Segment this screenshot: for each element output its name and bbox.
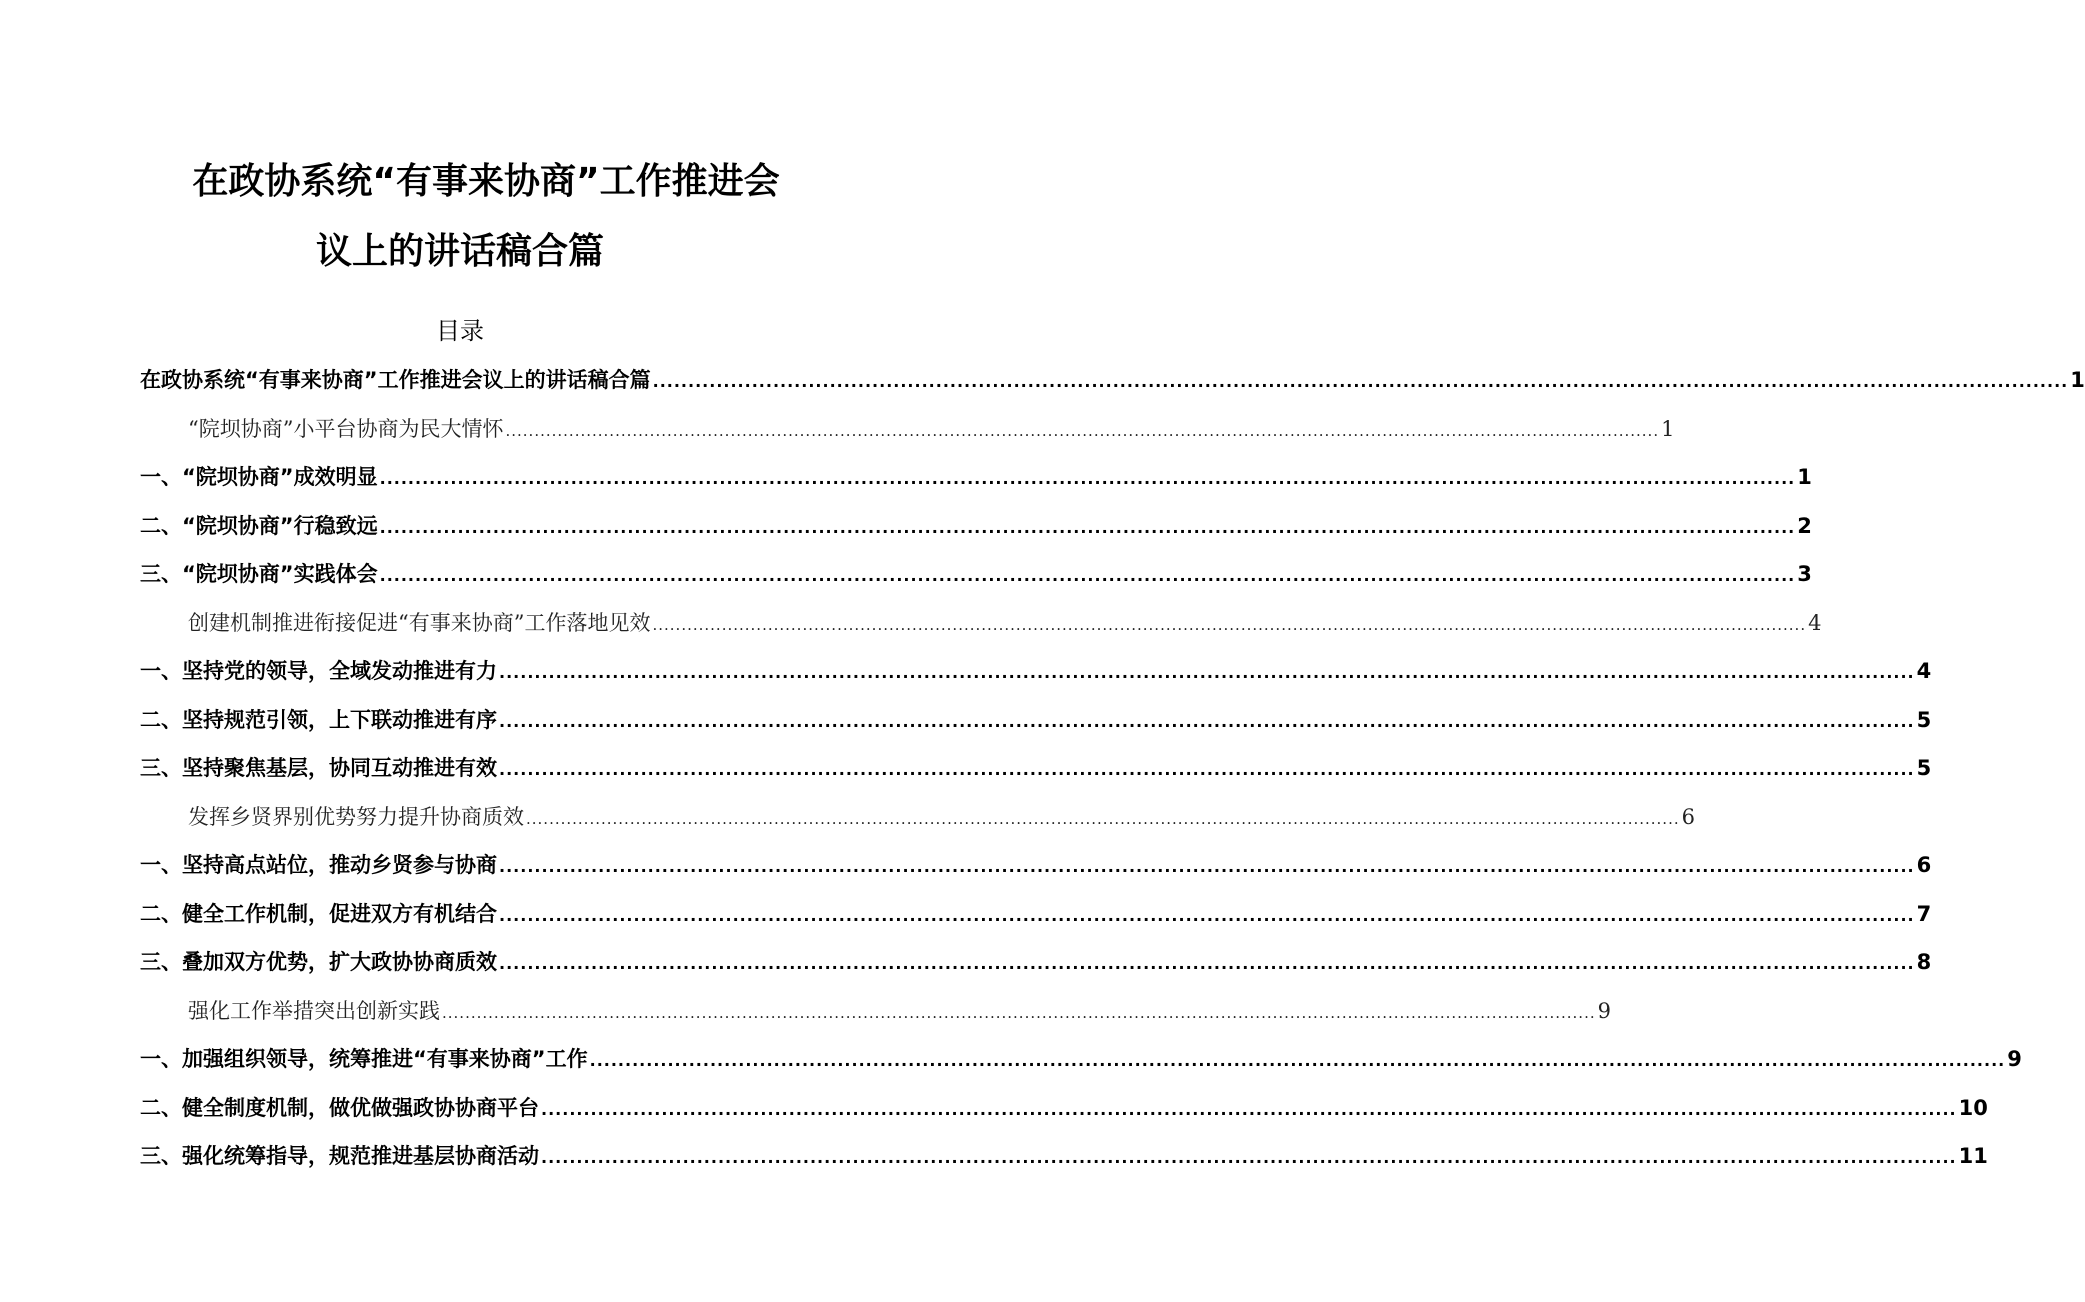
toc-entry-text: 二、健全制度机制，做优做强政协协商平台 <box>140 1095 539 1120</box>
toc-entry-text: 一、坚持高点站位，推动乡贤参与协商 <box>140 853 497 877</box>
toc-entry[interactable] <box>140 752 1932 801</box>
toc-entry-page: 11 <box>1958 1144 1988 1168</box>
toc-entry-page: 3 <box>1797 562 1812 586</box>
toc-leader-dots: ........................................................................................................................................................................................................ <box>589 1051 2006 1070</box>
toc-leader-dots: ........................................................................................................................................................................................................ <box>499 663 1915 682</box>
toc-entry-text: 一、坚持党的领导，全域发动推进有力 <box>140 659 497 683</box>
toc-entry[interactable] <box>140 704 1932 753</box>
toc-leader-dots: ........................................................................................................................................................................................................ <box>379 517 1796 537</box>
toc-entry[interactable] <box>140 655 1932 704</box>
toc-entry-text: 一、加强组织领导，统筹推进“有事来协商”工作 <box>140 1047 588 1071</box>
toc-leader-dots: ........................................................................................................................................................................................................ <box>652 615 1807 634</box>
toc-leader-dots: ........................................................................................................................................................................................................ <box>541 1099 1957 1119</box>
toc-entry-page: 5 <box>1916 707 1932 732</box>
toc-entry-text: 三、叠加双方优势，扩大政协协商质效 <box>140 950 497 974</box>
toc-leader-dots: ........................................................................................................................................................................................................ <box>499 954 1915 973</box>
toc-entry-page: 6 <box>1681 804 1695 829</box>
toc-entry[interactable] <box>140 801 1695 850</box>
toc-entry[interactable] <box>140 995 1611 1044</box>
toc-entry[interactable] <box>140 461 1812 510</box>
toc-entry-text: 三、“院坝协商”实践体会 <box>140 562 378 586</box>
toc-leader-dots: ........................................................................................................................................................................................................ <box>499 760 1915 779</box>
toc-entry-text: 三、强化统筹指导，规范推进基层协商活动 <box>140 1144 539 1168</box>
toc-entry-text: 强化工作举措突出创新实践 <box>188 998 440 1023</box>
toc-entry-text: 在政协系统“有事来协商”工作推进会议上的讲话稿合篇 <box>140 368 651 392</box>
toc-entry-page: 8 <box>1916 950 1932 974</box>
toc-entry-page: 7 <box>1916 901 1932 926</box>
toc-entry-text: “院坝协商”小平台协商为民大情怀 <box>188 416 504 441</box>
toc-heading: 目录 <box>436 317 484 345</box>
table-of-contents <box>140 364 2085 1189</box>
toc-leader-dots: ........................................................................................................................................................................................................ <box>499 905 1915 925</box>
toc-entry[interactable] <box>140 849 1932 898</box>
toc-entry-page: 1 <box>2070 368 2085 392</box>
toc-leader-dots: ........................................................................................................................................................................................................ <box>499 857 1915 876</box>
toc-leader-dots: ........................................................................................................................................................................................................ <box>379 469 1796 488</box>
toc-entry-text: 二、“院坝协商”行稳致远 <box>140 513 378 538</box>
toc-entry[interactable] <box>140 558 1812 607</box>
toc-entry-page: 1 <box>1661 416 1675 441</box>
toc-leader-dots: ........................................................................................................................................................................................................ <box>526 809 1680 828</box>
toc-entry[interactable] <box>140 607 1822 656</box>
toc-entry[interactable] <box>140 946 1932 995</box>
toc-entry[interactable] <box>140 898 1932 947</box>
toc-entry-text: 发挥乡贤界别优势努力提升协商质效 <box>188 804 524 829</box>
toc-entry-page: 10 <box>1958 1095 1988 1120</box>
toc-entry[interactable] <box>140 413 1675 462</box>
toc-entry[interactable] <box>140 1043 2022 1092</box>
toc-entry-page: 4 <box>1916 659 1932 683</box>
toc-leader-dots: ........................................................................................................................................................................................................ <box>499 711 1915 731</box>
toc-entry-page: 2 <box>1797 513 1812 538</box>
toc-leader-dots: ........................................................................................................................................................................................................ <box>379 566 1796 585</box>
toc-entry-text: 三、坚持聚焦基层，协同互动推进有效 <box>140 756 497 780</box>
toc-entry-text: 二、健全工作机制，促进双方有机结合 <box>140 901 497 926</box>
toc-leader-dots: ........................................................................................................................................................................................................ <box>541 1148 1957 1167</box>
toc-entry[interactable] <box>140 510 1812 559</box>
document-title-line2: 议上的讲话稿合篇 <box>315 231 604 272</box>
toc-entry-page: 9 <box>1597 998 1611 1023</box>
toc-entry-page: 1 <box>1797 465 1812 489</box>
toc-entry-page: 4 <box>1808 610 1822 635</box>
toc-leader-dots: ........................................................................................................................................................................................................ <box>652 372 2069 391</box>
toc-entry-text: 一、“院坝协商”成效明显 <box>140 465 378 489</box>
toc-leader-dots: ........................................................................................................................................................................................................ <box>442 1003 1596 1022</box>
toc-entry-page: 5 <box>1916 756 1932 780</box>
toc-entry-text: 创建机制推进衔接促进“有事来协商”工作落地见效 <box>188 610 651 635</box>
toc-entry[interactable] <box>140 1092 1988 1141</box>
document-title-line1: 在政协系统“有事来协商”工作推进会 <box>192 161 780 202</box>
toc-leader-dots: ........................................................................................................................................................................................................ <box>505 421 1660 440</box>
toc-entry[interactable] <box>140 1140 1988 1189</box>
toc-entry-page: 9 <box>2007 1047 2022 1071</box>
toc-entry-text: 二、坚持规范引领，上下联动推进有序 <box>140 707 497 732</box>
toc-entry-page: 6 <box>1916 853 1932 877</box>
toc-entry[interactable] <box>140 364 2085 413</box>
